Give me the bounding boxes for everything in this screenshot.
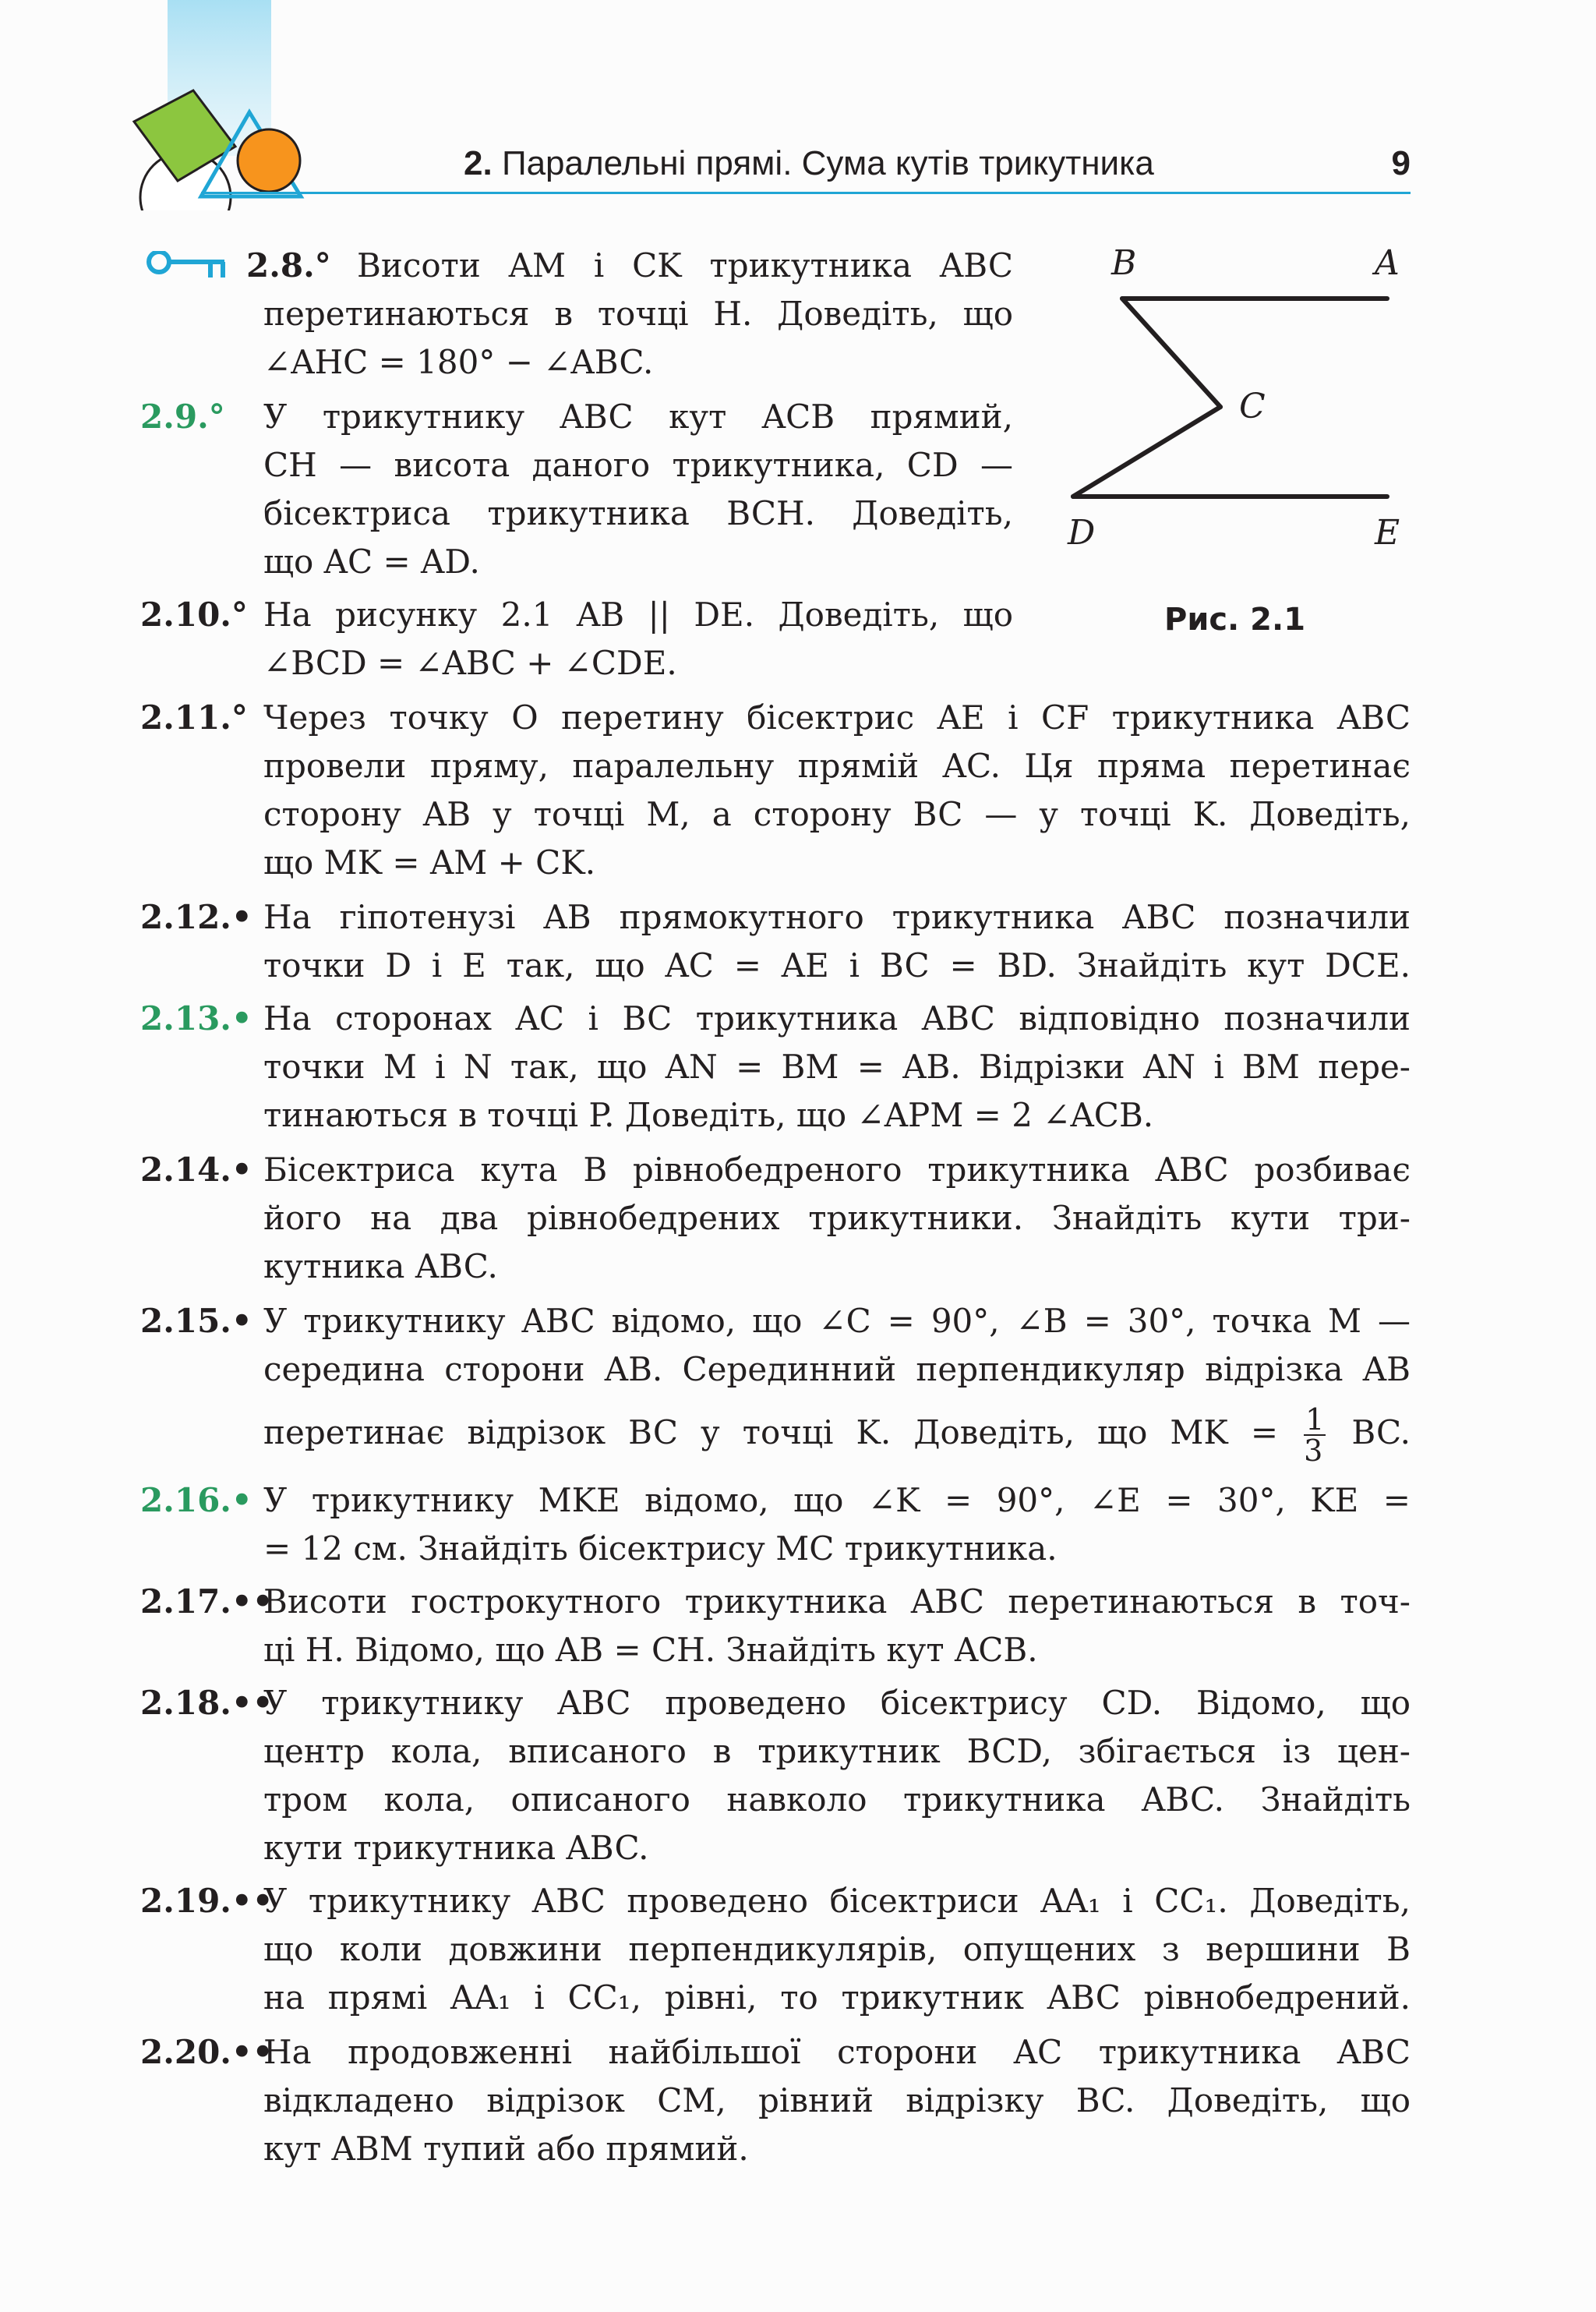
section-title-text: Паралельні прямі. Сума кутів трикутника: [501, 144, 1154, 182]
problem-number: 2.18.••: [140, 1684, 274, 1722]
problem-text: [263, 1877, 1411, 2022]
problem-number: 2.19.••: [140, 1882, 274, 1920]
problem-line: перетинаються в точці H. Доведіть, що: [263, 295, 1013, 333]
label-E: E: [1375, 513, 1400, 553]
segment-CD: [1073, 407, 1220, 497]
problem-number: 2.12.•: [140, 898, 252, 936]
problem-line: ці H. Відомо, що AB = CH. Знайдіть кут ACB.: [263, 1631, 1038, 1669]
problem-line: що MK = AM + CK.: [263, 843, 596, 882]
problem-text: [263, 893, 1411, 990]
problem-line: тинаються в точці P. Доведіть, що ∠APM = 2 ∠ACB.: [263, 1096, 1154, 1134]
figure-2-1: [1044, 234, 1418, 561]
problem-line: На гіпотенузі AB прямокутного трикутника ABC позначили: [263, 898, 1411, 936]
problem-line: що коли довжини перпендикулярів, опущених з вершини B: [263, 1930, 1411, 1968]
problem-line: сторону AB у точці M, а сторону BC — у точці K. Доведіть,: [263, 795, 1411, 833]
problem-number: 2.16.•: [140, 1481, 252, 1519]
problem-line: середина сторони AB. Серединний перпендикуляр відрізка AB: [263, 1350, 1411, 1388]
problem-line: На продовженні найбільшої сторони AC трикутника ABC: [263, 2033, 1411, 2071]
problem-line: CH — висота даного трикутника, CD —: [263, 446, 1013, 484]
problem-number: 2.17.••: [140, 1582, 274, 1621]
problem-line: Висоти гострокутного трикутника ABC перетинаються в точ-: [263, 1582, 1411, 1621]
section-title: [464, 142, 1243, 186]
figure-caption: Рис. 2.1: [1164, 602, 1306, 638]
problem-line: бісектриса трикутника BCH. Доведіть,: [263, 494, 1013, 532]
problem-text: [263, 1297, 1411, 1468]
problem-line: Бісектриса кута B рівнобедреного трикутника ABC розбиває: [263, 1151, 1411, 1189]
problem-number: 2.10.°: [140, 596, 248, 634]
problem-line: У трикутнику MKE відомо, що ∠K = 90°, ∠E = 30°, KE =: [263, 1481, 1411, 1519]
problem-text: [263, 1146, 1411, 1291]
problem-text: [263, 694, 1411, 887]
problem-line: У трикутнику ABC проведено бісектриси AA₁ і CC₁. Доведіть,: [263, 1882, 1411, 1920]
problem-line: тром кола, описаного навколо трикутника ABC. Знайдіть: [263, 1780, 1411, 1819]
problem-line: ∠BCD = ∠ABC + ∠CDE.: [263, 644, 677, 682]
problem-text: [263, 591, 1013, 688]
page-number: 9: [1391, 144, 1411, 182]
problem-number: 2.20.••: [140, 2033, 274, 2071]
problem-text: [263, 1578, 1411, 1674]
problem-number: 2.8.°: [246, 246, 331, 285]
label-C: C: [1239, 387, 1266, 426]
label-A: A: [1375, 243, 1400, 283]
problem-number: 2.13.•: [140, 999, 252, 1038]
label-B: B: [1111, 243, 1137, 283]
problem-line: Висоти AM і CK трикутника ABC: [357, 246, 1013, 285]
problem-line: На рисунку 2.1 AB || DE. Доведіть, що: [263, 596, 1013, 634]
problem-line: що AC = AD.: [263, 543, 480, 581]
problem-text: [263, 1679, 1411, 1872]
problem-line: Через точку O перетину бісектрис AE і CF трикутника ABC: [263, 698, 1411, 737]
problem-line: точки M і N так, що AN = BM = AB. Відрізки AN і BM пере-: [263, 1048, 1411, 1086]
problem-line: кути трикутника ABC.: [263, 1829, 649, 1867]
problem-line: відкладено відрізок CM, рівний відрізку BC. Доведіть, що: [263, 2081, 1411, 2119]
problem-number: 2.11.°: [140, 698, 248, 737]
geometry-logo: [0, 0, 327, 210]
problem-text: [263, 393, 1013, 586]
problem-line: На сторонах AC і BC трикутника ABC відповідно позначили: [263, 999, 1411, 1038]
problem-number: 2.15.•: [140, 1302, 252, 1340]
key-icon: [145, 251, 231, 282]
problem-text: [263, 1476, 1411, 1573]
problem-line: кутника ABC.: [263, 1247, 498, 1285]
problem-line: У трикутнику ABC відомо, що ∠C = 90°, ∠B = 30°, точка M —: [263, 1302, 1411, 1340]
problem-text: [263, 995, 1411, 1140]
problem-line-with-fraction: [263, 1402, 1411, 1468]
problem-number: 2.14.•: [140, 1151, 252, 1189]
problem-text: [263, 242, 1013, 387]
problem-line: кут ABM тупий або прямий.: [263, 2130, 749, 2168]
problem-line: провели пряму, паралельну прямій AC. Ця пряма перетинає: [263, 747, 1411, 785]
problem-line: його на два рівнобедрених трикутники. Знайдіть кути три-: [263, 1199, 1411, 1237]
fraction-denominator: 3: [1304, 1434, 1323, 1468]
fraction-numerator: 1: [1305, 1402, 1325, 1437]
problem-line: У трикутнику ABC проведено бісектрису CD. Відомо, що: [263, 1684, 1411, 1722]
problem-line: центр кола, вписаного в трикутник BCD, збігається із цен-: [263, 1732, 1411, 1770]
problem-line: У трикутнику ABC кут ACB прямий,: [263, 398, 1013, 436]
problem-line: ∠AHC = 180° − ∠ABC.: [263, 343, 654, 381]
problem-line-end: BC.: [1351, 1413, 1411, 1451]
problem-number: 2.9.°: [140, 398, 225, 436]
problem-line: на прямі AA₁ і CC₁, рівні, то трикутник ABC рівнобедрений.: [263, 1978, 1411, 2017]
label-D: D: [1068, 513, 1096, 553]
problem-text: [263, 2028, 1411, 2173]
section-number: 2.: [464, 144, 493, 182]
problem-line: = 12 см. Знайдіть бісектрису MC трикутника.: [263, 1529, 1058, 1568]
segment-BC: [1122, 299, 1220, 407]
problem-line: точки D і E так, що AC = AE і BC = BD. Знайдіть кут DCE.: [263, 946, 1411, 985]
header-rule: [201, 192, 1411, 194]
problem-line: перетинає відрізок BC у точці K. Доведіть, що MK =: [263, 1413, 1279, 1451]
fraction: [1304, 1402, 1326, 1468]
